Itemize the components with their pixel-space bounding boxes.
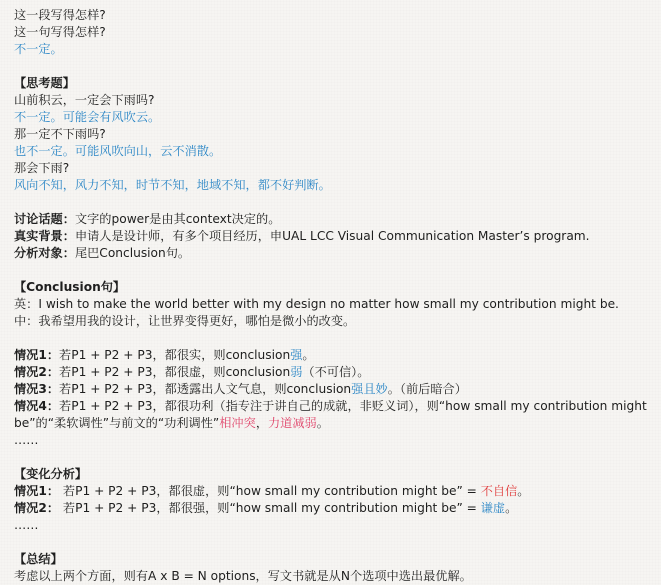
variation-heading: 【变化分析】 xyxy=(14,467,88,481)
spacer xyxy=(14,330,654,347)
case-2 xyxy=(14,364,654,381)
target-text: 尾巴Conclusion句。 xyxy=(74,246,191,260)
case-3-text: 若P1 + P2 + P3，都透露出人文气息，则conclusion xyxy=(59,382,352,396)
variation-1 xyxy=(14,483,654,500)
background-label: 真实背景： xyxy=(14,229,75,243)
case-3 xyxy=(14,381,654,398)
case-2-text: 若P1 + P2 + P3，都很虚，则conclusion xyxy=(59,365,291,379)
background-text: 申请人是设计师，有多个项目经历，申UAL LCC Visual Communication Master’s program. xyxy=(74,229,590,243)
case-1-label: 情况1： xyxy=(14,348,60,362)
topic-label: 讨论话题： xyxy=(14,212,75,226)
spacer xyxy=(14,194,654,211)
case-2-highlight: 弱 xyxy=(290,365,303,379)
case-4 xyxy=(14,398,654,432)
spacer xyxy=(14,449,654,466)
thinking-answer-3: 风向不知，风力不知，时节不知，地域不知，都不好判断。 xyxy=(14,178,331,192)
variation-2-highlight: 谦虚 xyxy=(480,501,506,515)
conclusion-heading: 【Conclusion句】 xyxy=(14,280,126,294)
intro-line-1: 这一段写得怎样? xyxy=(14,8,106,22)
conclusion-chinese: 中：我希望用我的设计，让世界变得更好，哪怕是微小的改变。 xyxy=(14,314,356,328)
thinking-question-1: 山前积云，一定会下雨吗? xyxy=(14,93,155,107)
variation-1-label: 情况1： xyxy=(14,484,60,498)
target-label: 分析对象： xyxy=(14,246,75,260)
variation-1-highlight: 不自信 xyxy=(480,484,518,498)
spacer xyxy=(14,262,654,279)
case-1-text: 若P1 + P2 + P3，都很实，则conclusion xyxy=(59,348,291,362)
thinking-heading: 【思考题】 xyxy=(14,76,75,90)
topic-line xyxy=(14,211,654,228)
variation-2-text: 若P1 + P2 + P3，都很强，则“how small my contribution might be” = xyxy=(59,501,481,515)
case-4-mid: ， xyxy=(255,416,268,430)
case-4-text: 若P1 + P2 + P3，都很功利（指专注于讲自己的成就，非贬义词），则“how small my contribution might be”的“柔软调性”与前文的“功利调性” xyxy=(14,399,647,430)
case-4-highlight-2: 力道减弱 xyxy=(268,416,317,430)
thinking-question-3: 那会下雨? xyxy=(14,161,70,175)
cases-ellipsis: …… xyxy=(14,433,39,447)
variation-ellipsis: …… xyxy=(14,518,39,532)
spacer xyxy=(14,534,654,551)
intro-line-2: 这一句写得怎样? xyxy=(14,25,106,39)
conclusion-english: 英：I wish to make the world better with my design no matter how small my contribution might be. xyxy=(14,297,619,311)
case-3-end: 。（前后暗合） xyxy=(387,382,467,396)
case-2-end: （不可信）。 xyxy=(302,365,370,379)
topic-text: 文字的power是由其context决定的。 xyxy=(74,212,281,226)
thinking-answer-2: 也不一定。可能风吹向山，云不消散。 xyxy=(14,144,222,158)
case-4-highlight-1: 相冲突 xyxy=(219,416,256,430)
variation-2 xyxy=(14,500,654,517)
case-4-end: 。 xyxy=(316,416,329,430)
variation-2-end: 。 xyxy=(505,501,518,515)
summary-text: 考虑以上两个方面，则有A x B = N options，写文书就是从N个选项中选出最优解。 xyxy=(14,569,472,583)
case-1 xyxy=(14,347,654,364)
case-4-label: 情况4： xyxy=(14,399,60,413)
variation-2-label: 情况2： xyxy=(14,501,60,515)
target-line xyxy=(14,245,654,262)
variation-1-end: 。 xyxy=(517,484,530,498)
variation-1-text: 若P1 + P2 + P3，都很虚，则“how small my contribution might be” = xyxy=(59,484,481,498)
case-3-highlight: 强且妙 xyxy=(351,382,388,396)
summary-heading: 【总结】 xyxy=(14,552,63,566)
case-2-label: 情况2： xyxy=(14,365,60,379)
thinking-question-2: 那一定不下雨吗? xyxy=(14,127,106,141)
case-1-highlight: 强 xyxy=(290,348,303,362)
spacer xyxy=(14,58,654,75)
thinking-answer-1: 不一定。可能会有风吹云。 xyxy=(14,110,161,124)
case-3-label: 情况3： xyxy=(14,382,60,396)
case-1-end: 。 xyxy=(302,348,315,362)
background-line xyxy=(14,228,654,245)
intro-line-3: 不一定。 xyxy=(14,42,63,56)
